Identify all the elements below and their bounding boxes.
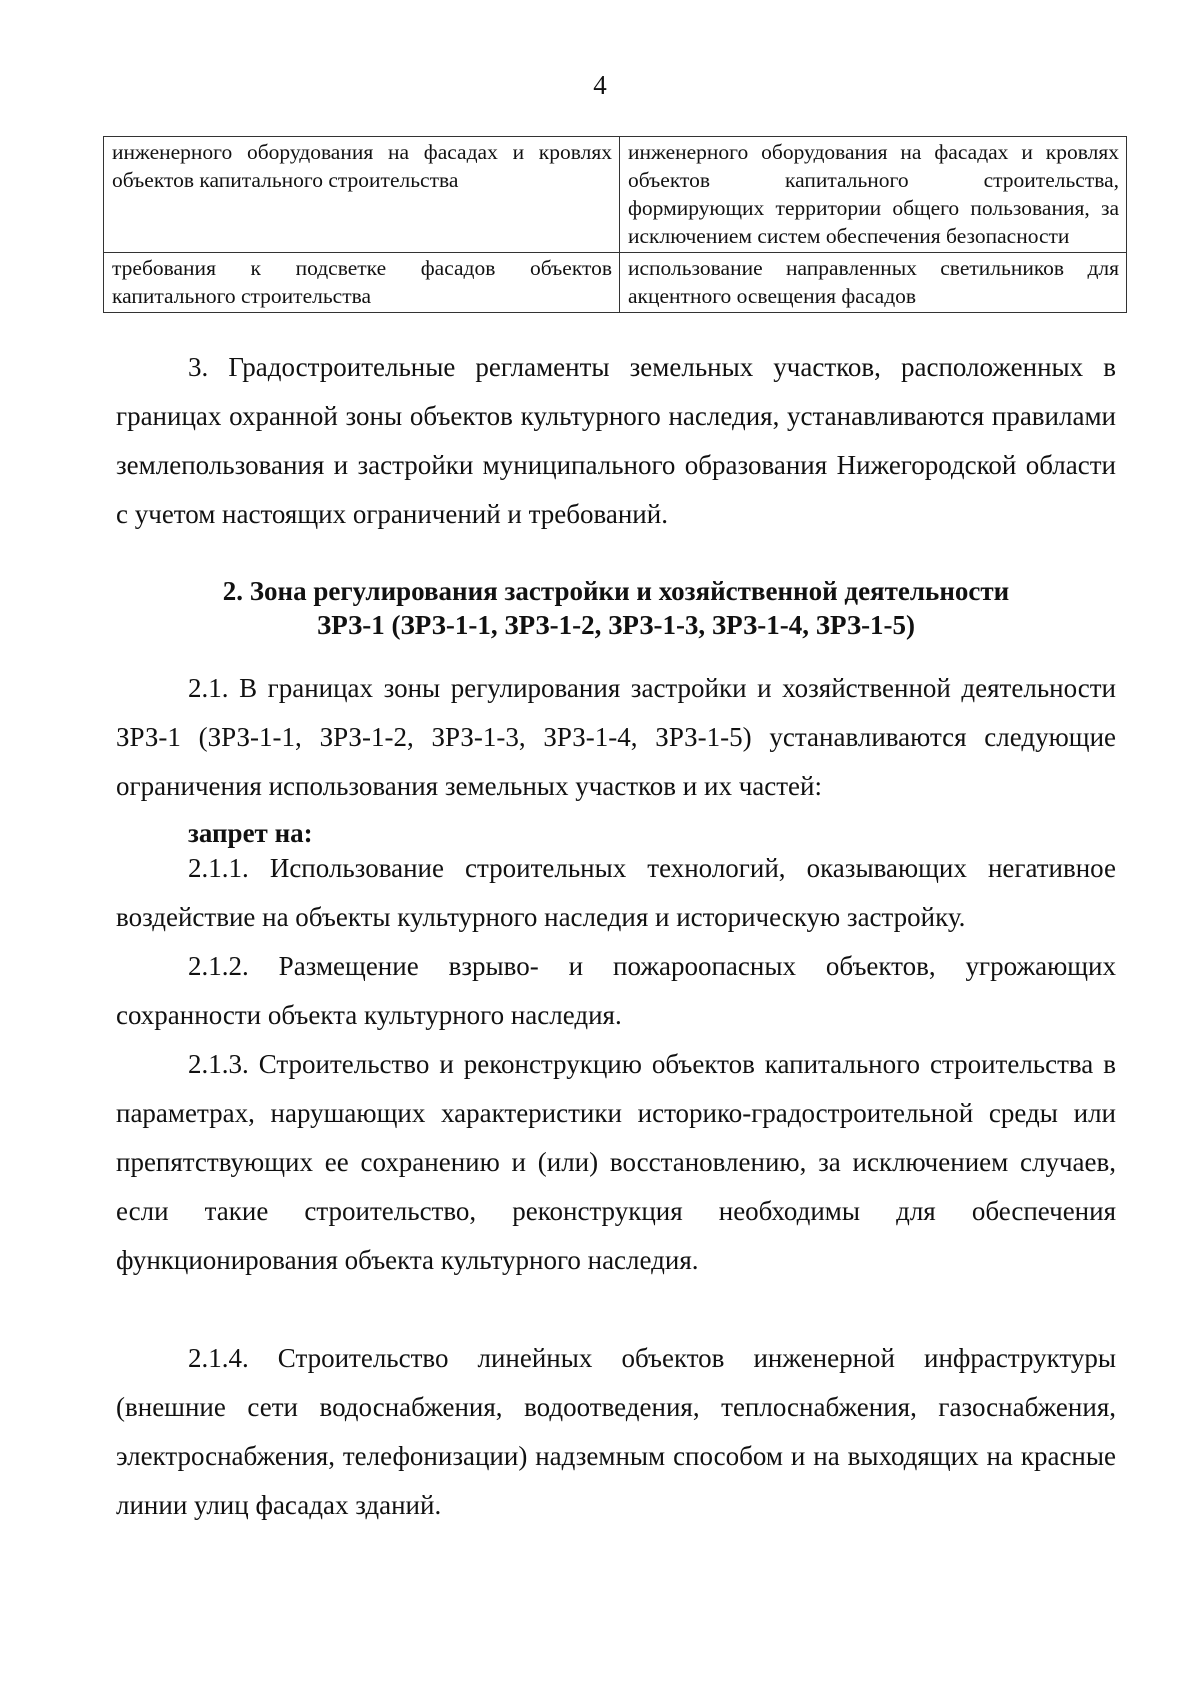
table-row (104, 137, 1127, 253)
table-cell-right: инженерного оборудования на фасадах и кровлях объектов капитального строительства, формирующих территории общего пользования, за исключением систем обеспечения безопасности (620, 137, 1127, 253)
paragraph-2-1-3: 2.1.3. Строительство и реконструкцию объектов капитального строительства в параметрах, нарушающих характеристики историко-градостроительной среды или препятствующих ее сохранению и (или) восстановлению, за исключением случаев, если такие строительство, реконструкция необходимы для обеспечения функционирования объекта культурного наследия. (116, 1049, 1116, 1275)
prohibition-label: запрет на: (188, 818, 313, 848)
paragraph-2-1-4: 2.1.4. Строительство линейных объектов инженерной инфраструктуры (внешние сети водоснабжения, водоотведения, теплоснабжения, газоснабжения, электроснабжения, телефонизации) надземным способом и на выходящих на красные линии улиц фасадах зданий. (116, 1343, 1116, 1520)
section-heading (116, 574, 1116, 642)
section-heading-line2: ЗРЗ-1 (ЗРЗ-1-1, ЗРЗ-1-2, ЗРЗ-1-3, ЗРЗ-1-4, ЗРЗ-1-5) (316, 610, 916, 640)
page-number: 4 (593, 70, 607, 100)
paragraph-2-1-1: 2.1.1. Использование строительных технологий, оказывающих негативное воздействие на объекты культурного наследия и историческую застройку. (116, 853, 1116, 932)
section-heading-line1: 2. Зона регулирования застройки и хозяйственной деятельности (222, 576, 1010, 606)
requirements-table (103, 136, 1127, 313)
paragraph-2-1-2: 2.1.2. Размещение взрыво- и пожароопасных объектов, угрожающих сохранности объекта культурного наследия. (116, 951, 1116, 1030)
table-row (104, 253, 1127, 313)
table-cell-left: требования к подсветке фасадов объектов капитального строительства (104, 253, 620, 313)
paragraph-3: 3. Градостроительные регламенты земельных участков, расположенных в границах охранной зоны объектов культурного наследия, устанавливаются правилами землепользования и застройки муниципального образования Нижегородской области с учетом настоящих ограничений и требований. (116, 352, 1116, 529)
table-cell-right: использование направленных светильников для акцентного освещения фасадов (620, 253, 1127, 313)
table-cell-left: инженерного оборудования на фасадах и кровлях объектов капитального строительства (104, 137, 620, 253)
paragraph-2-1: 2.1. В границах зоны регулирования застройки и хозяйственной деятельности ЗРЗ-1 (ЗРЗ-1-1, ЗРЗ-1-2, ЗРЗ-1-3, ЗРЗ-1-4, ЗРЗ-1-5) устанавливаются следующие ограничения использования земельных участков и их частей: (116, 673, 1116, 801)
